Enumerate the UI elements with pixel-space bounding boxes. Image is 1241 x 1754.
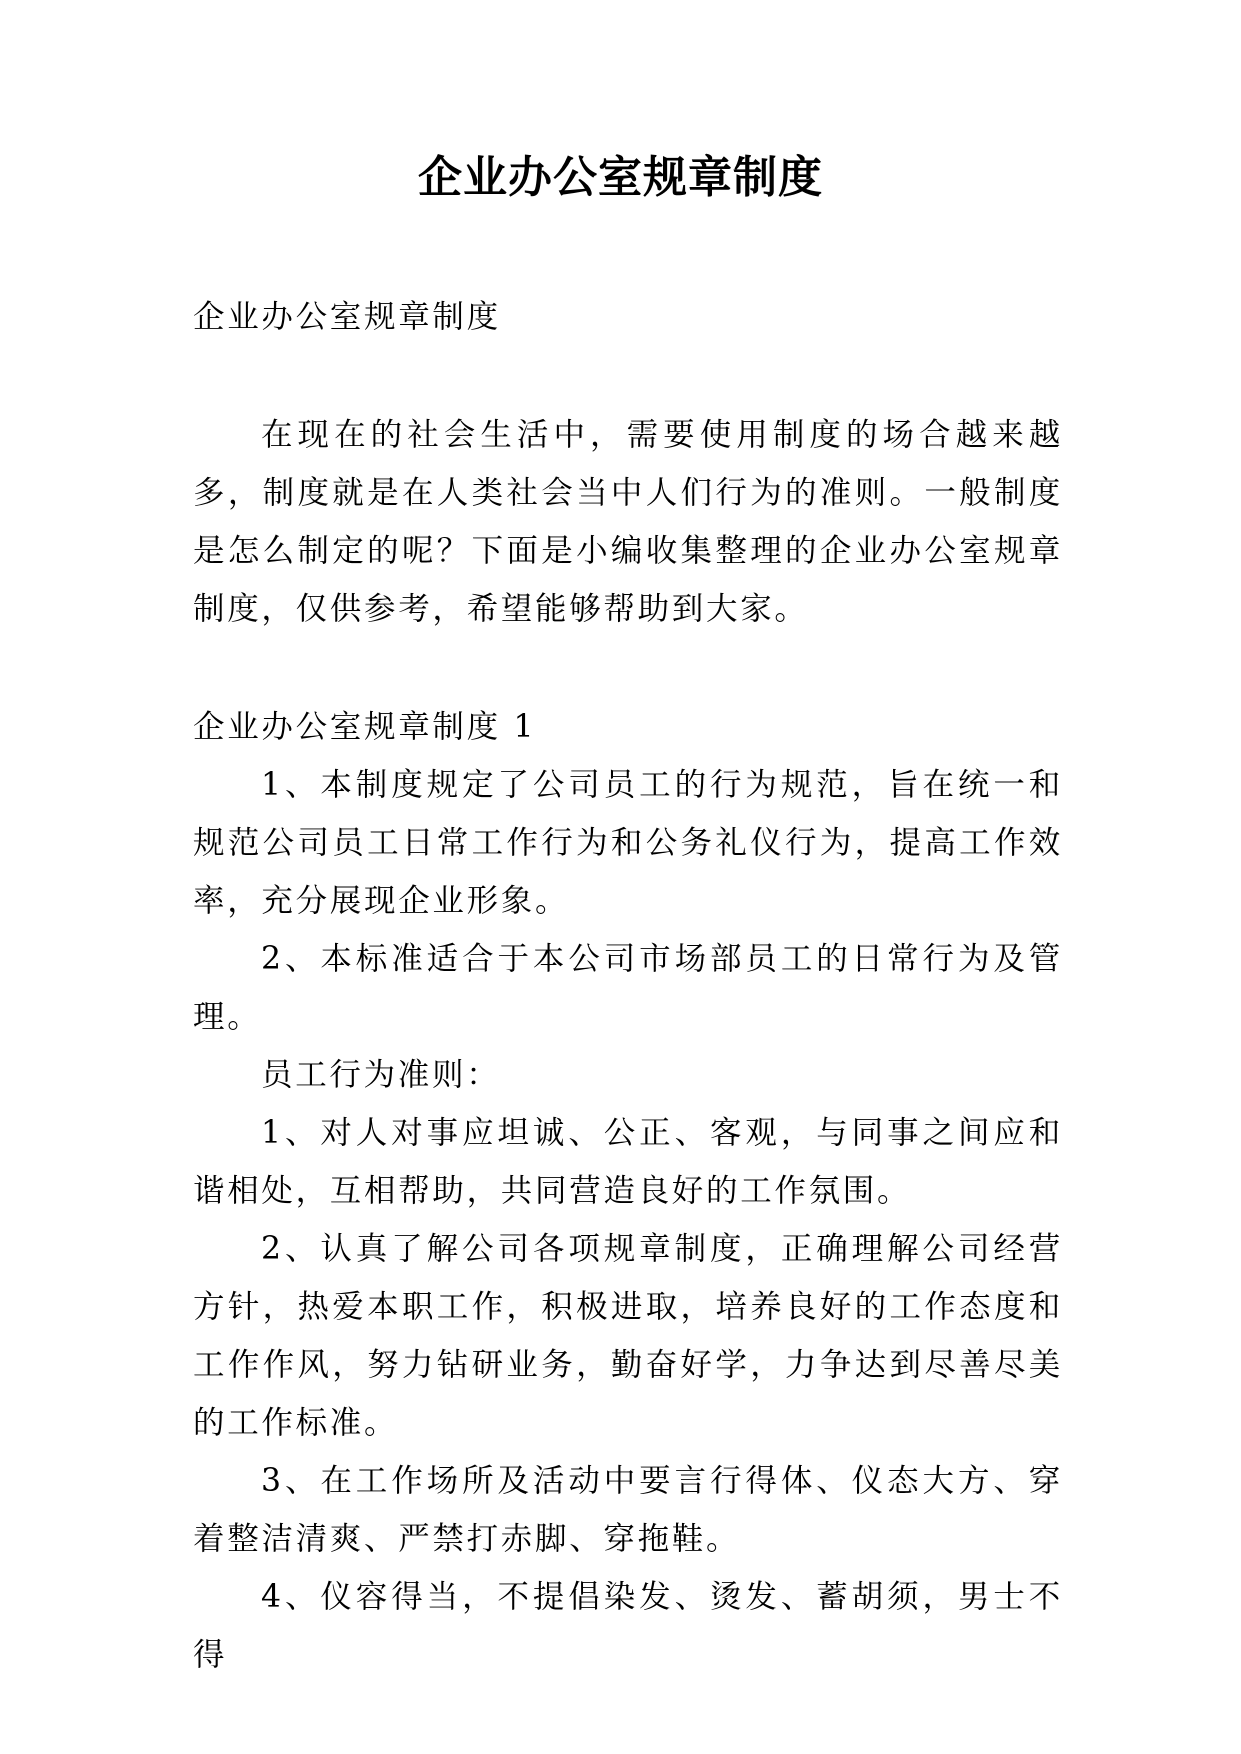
section-heading: 企业办公室规章制度 1 <box>193 709 537 745</box>
intro-paragraph: 在现在的社会生活中，需要使用制度的场合越来越多，制度就是在人类社会当中人们行为的准则。一般制度是怎么制定的呢？下面是小编收集整理的企业办公室规章制度，仅供参考，希望能够帮助到大家。 <box>193 417 1063 627</box>
conduct-rule-4: 4、仪容得当，不提倡染发、烫发、蓄胡须，男士不得 <box>193 1579 1063 1673</box>
conduct-rule-3: 3、在工作场所及活动中要言行得体、仪态大方、穿着整洁清爽、严禁打赤脚、穿拖鞋。 <box>193 1463 1063 1557</box>
clause-list <box>193 756 1063 1684</box>
clause-applicability: 2、本标准适合于本公司市场部员工的日常行为及管理。 <box>193 941 1063 1035</box>
document-title: 企业办公室规章制度 <box>418 152 823 203</box>
conduct-heading: 员工行为准则： <box>261 1057 501 1093</box>
clause-scope: 1、本制度规定了公司员工的行为规范，旨在统一和规范公司员工日常工作行为和公务礼仪行为，提高工作效率，充分展现企业形象。 <box>193 767 1063 919</box>
document-subtitle: 企业办公室规章制度 <box>193 299 501 335</box>
conduct-rule-1: 1、对人对事应坦诚、公正、客观，与同事之间应和谐相处，互相帮助，共同营造良好的工作氛围。 <box>193 1115 1063 1209</box>
conduct-rule-2: 2、认真了解公司各项规章制度，正确理解公司经营方针，热爱本职工作，积极进取，培养良好的工作态度和工作作风，努力钻研业务，勤奋好学，力争达到尽善尽美的工作标准。 <box>193 1231 1063 1441</box>
